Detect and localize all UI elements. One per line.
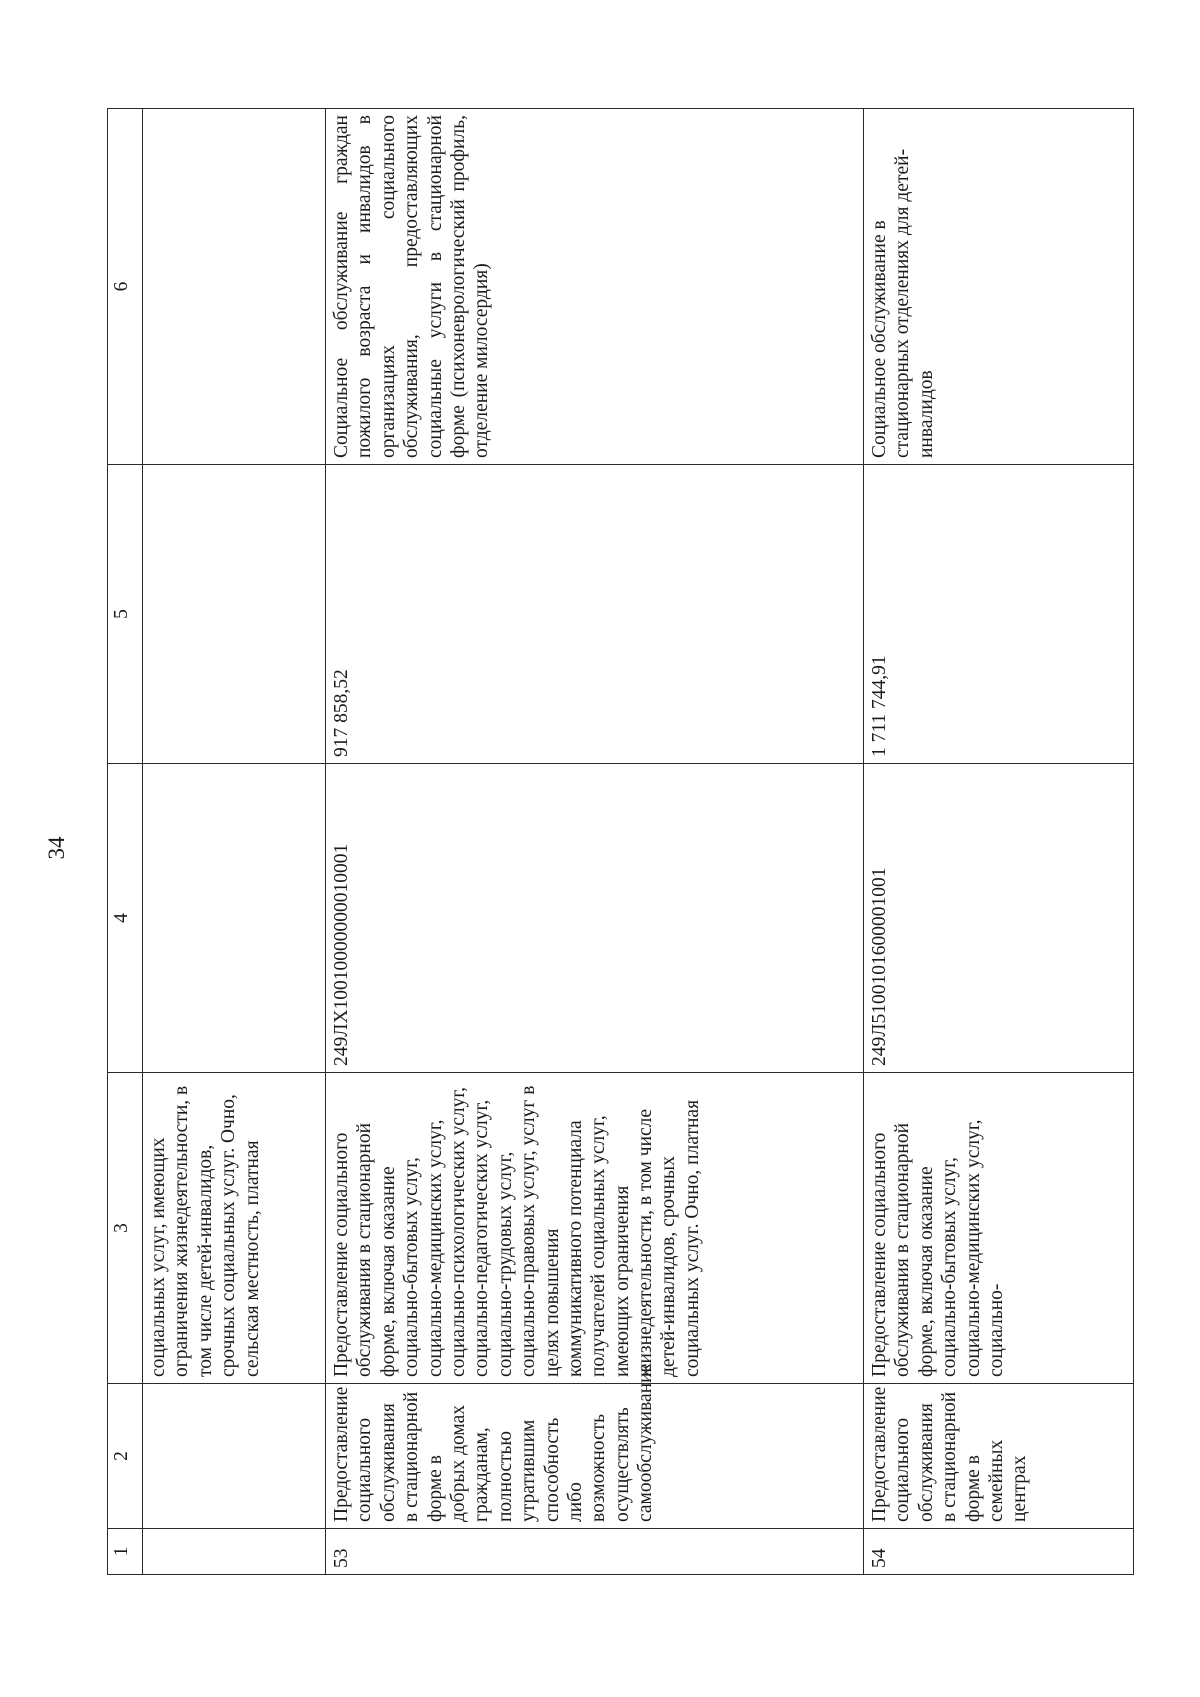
service-content-cell: Предоставление социального обслуживания в стационарной форме, включая оказание социально-бытовых услуг, социально-медицинских услуг, социально-психологических услуг, социально-педагогических услуг, социально-трудовых услуг, социально-правовых услуг, услуг в целях повышения коммуникативного потенциала получателей социальных услуг, имеющих ограничения жизнедеятельности, в том числе детей-инвалидов, срочных социальных услуг. Очно, платная (326, 1073, 864, 1384)
page-number: 34 (44, 836, 69, 860)
service-content-cell: Предоставление социального обслуживания в стационарной форме, включая оказание социально-бытовых услуг, социально-медицинских услуг, социально- (864, 1073, 1134, 1384)
row-number-cell: 53 (326, 1529, 864, 1575)
service-code-cell (143, 764, 326, 1073)
service-sum-cell: 1 711 744,91 (864, 465, 1134, 764)
column-number: 4 (108, 764, 143, 1073)
column-number: 3 (108, 1073, 143, 1384)
service-sum-cell (143, 465, 326, 764)
service-description-cell (143, 109, 326, 465)
row-number-cell (143, 1529, 326, 1575)
service-description-cell: Социальное обслуживание граждан пожилого возраста и инвалидов в организациях социального обслуживания, предоставляющих социальные услуги в стационарной форме (психоневрологический профиль, отделение милосердия) (326, 109, 864, 465)
service-content-cell: социальных услуг, имеющих ограничения жизнедеятельности, в том числе детей-инвалидов, срочных социальных услуг. Очно, сельская местность, платная (143, 1073, 326, 1384)
service-name-cell: Предоставление социального обслуживания в стационарной форме в добрых домах гражданам, полностью утратившим способность либо возможность осуществлять самообслуживание (326, 1384, 864, 1529)
row-number-cell: 54 (864, 1529, 1134, 1575)
service-code-cell: 249ЛХ10010000000010001 (326, 764, 864, 1073)
rotated-table-wrapper (107, 115, 1118, 1575)
service-sum-cell: 917 858,52 (326, 465, 864, 764)
column-number: 5 (108, 465, 143, 764)
service-description-cell: Социальное обслуживание в стационарных отделениях для детей-инвалидов (864, 109, 1134, 465)
table-row (326, 109, 864, 1575)
column-number: 2 (108, 1384, 143, 1529)
column-number: 1 (108, 1529, 143, 1575)
column-number-row (108, 109, 143, 1575)
service-name-cell: Предоставление социального обслуживания в стационарной форме в семейных центрах (864, 1384, 1134, 1529)
table-row (143, 109, 326, 1575)
service-code-cell: 249Л5100101600001001 (864, 764, 1134, 1073)
services-table (107, 108, 1134, 1575)
table-row (864, 109, 1134, 1575)
column-number: 6 (108, 109, 143, 465)
service-name-cell (143, 1384, 326, 1529)
